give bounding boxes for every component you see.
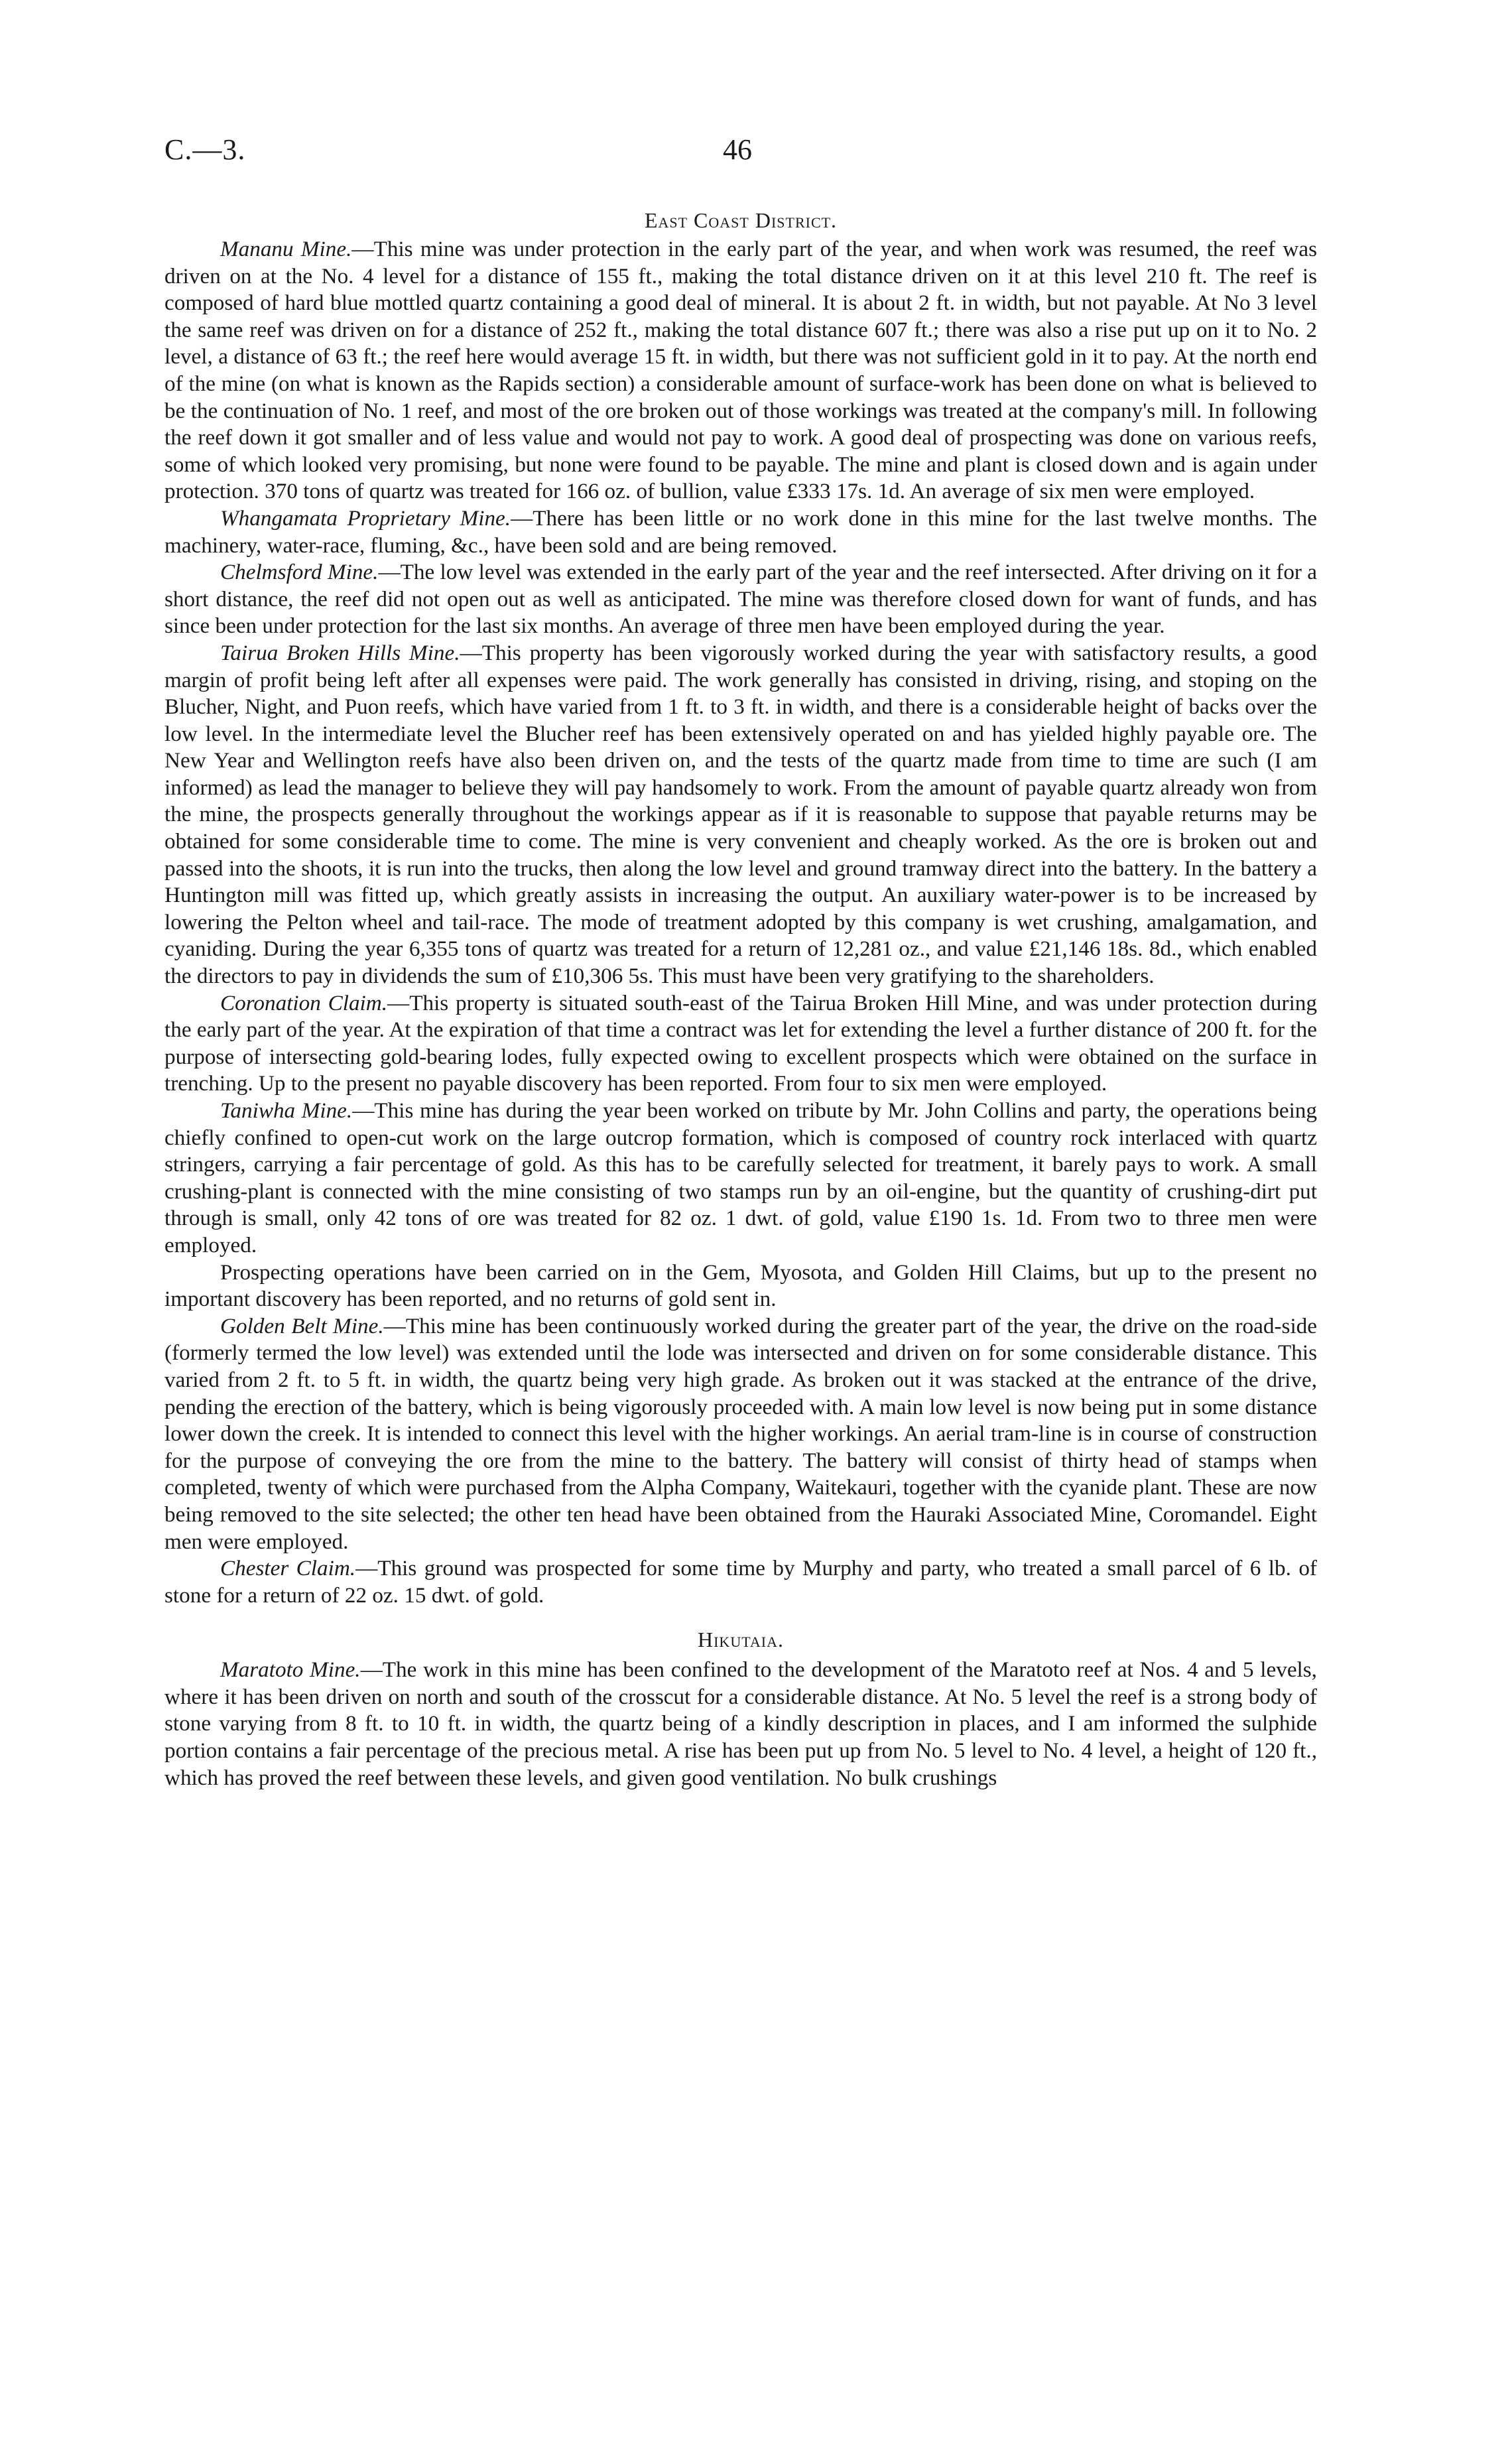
paragraph-text: —This ground was prospected for some time by Murphy and party, who treated a small parcel of 6 lb. of stone for a return of 22 oz. 15 dwt. of gold.: [164, 1556, 1317, 1608]
mine-name: Taniwha Mine.: [220, 1098, 353, 1123]
paragraph-whangamata-mine: [164, 505, 1317, 559]
paragraph-golden-belt-mine: [164, 1313, 1317, 1555]
paragraph-text: —This property has been vigorously worked during the year with satisfactory results, a good margin of profit being left after all expenses were paid. The work generally has consisted in driving, rising, and stoping on the Blucher, Night, and Puon reefs, which have varied from 1 ft. to 3 ft. in width, and there is a considerable height of backs over the low level. In the intermediate level the Blucher reef has been extensively operated on and has yielded highly payable ore. The New Year and Wellington reefs have also been driven on, and the tests of the quartz made from time to time are such (I am informed) as lead the manager to believe they will pay handsomely to work. From the amount of payable quartz already won from the mine, the prospects generally throughout the workings appear as if it is reasonable to suppose that payable returns may be obtained for some considerable time to come. The mine is very convenient and cheaply worked. As the ore is broken out and passed into the shoots, it is run into the trucks, then along the low level and ground tramway direct into the battery. In the battery a Huntington mill was fitted up, which greatly assists in increasing the output. An auxiliary water-power is to be increased by lowering the Pelton wheel and tail-race. The mode of treatment adopted by this company is wet crushing, amalgamation, and cyaniding. During the year 6,355 tons of quartz was treated for a return of 12,281 oz., and value £21,146 18s. 8d., which enabled the directors to pay in dividends the sum of £10,306 5s. This must have been very gratifying to the shareholders.: [164, 640, 1317, 989]
section-title-hikutaia: Hikutaia.: [698, 1628, 784, 1652]
mine-name: Mananu Mine.: [220, 237, 352, 261]
mine-name: Golden Belt Mine.: [220, 1313, 384, 1338]
paragraph-prospecting: [164, 1259, 1317, 1313]
page-body: [164, 207, 1317, 1791]
paragraph-taniwha-mine: [164, 1098, 1317, 1259]
paragraph-text: —There has been little or no work done in this mine for the last twelve months. The machinery, water-race, fluming, &c., have been sold and are being removed.: [164, 505, 1317, 558]
page-header: [164, 133, 1317, 172]
mine-name: Coronation Claim.: [220, 990, 388, 1015]
paragraph-text: Prospecting operations have been carried on in the Gem, Myosota, and Golden Hill Claims, but up to the present no important discovery has been reported, and no returns of gold sent in.: [164, 1259, 1317, 1312]
paragraph-coronation-claim: [164, 990, 1317, 1098]
paragraph-mananu-mine: [164, 236, 1317, 505]
paragraph-chester-claim: [164, 1555, 1317, 1609]
paragraph-tairua-mine: [164, 640, 1317, 990]
section-title-east-coast: East Coast District.: [644, 208, 838, 232]
paragraph-text: —This property is situated south-east of the Tairua Broken Hill Mine, and was under protection during the early part of the year. At the expiration of that time a contract was let for extending the level a further distance of 200 ft. for the purpose of intersecting gold-bearing lodes, fully expected owing to excellent prospects which were obtained on the surface in trenching. Up to the present no payable discovery has been reported. From four to six men were employed.: [164, 990, 1317, 1096]
mine-name: Maratoto Mine.: [220, 1657, 361, 1683]
mine-name: Chelmsford Mine.: [220, 560, 379, 585]
paragraph-text: —This mine was under protection in the early part of the year, and when work was resumed, the reef was driven on at the No. 4 level for a distance of 155 ft., making the total distance driven on it at this level 210 ft. The reef is composed of hard blue mottled quartz containing a good deal of mineral. It is about 2 ft. in width, but not payable. At No 3 level the same reef was driven on for a distance of 252 ft., making the total distance 607 ft.; there was also a rise put up on it to No. 2 level, a distance of 63 ft.; the reef here would average 15 ft. in width, but there was not sufficient gold in it to pay. At the north end of the mine (on what is known as the Rapids section) a considerable amount of surface-work has been done on what is believed to be the continuation of No. 1 reef, and most of the ore broken out of those workings was treated at the company's mill. In following the reef down it got smaller and of less value and would not pay to work. A good deal of prospecting was done on various reefs, some of which looked very promising, but none were found to be payable. The mine and plant is closed down and is again under protection. 370 tons of quartz was treated for 166 oz. of bullion, value £333 17s. 1d. An average of six men were employed.: [164, 237, 1317, 504]
paragraph-text: —The work in this mine has been confined to the development of the Maratoto reef at Nos. 4 and 5 levels, where it has been driven on north and south of the crosscut for a considerable distance. At No. 5 level the reef is a strong body of stone varying from 8 ft. to 10 ft. in width, the quartz being of a kindly description in places, and I am informed the sulphide portion contains a fair percentage of the precious metal. A rise has been put up from No. 5 level to No. 4 level, a height of 120 ft., which has proved the reef between these levels, and given good ventilation. No bulk crushings: [164, 1657, 1317, 1790]
paragraph-chelmsford-mine: [164, 559, 1317, 640]
mine-name: Whangamata Proprietary Mine.: [220, 505, 511, 531]
paragraph-maratoto-mine: [164, 1657, 1317, 1791]
paragraph-text: —The low level was extended in the early part of the year and the reef intersected. After driving on it for a short distance, the reef did not open out as well as anticipated. The mine was therefore closed down for want of funds, and has since been under protection for the last six months. An average of three men have been employed during the year.: [164, 560, 1318, 639]
mine-name: Tairua Broken Hills Mine.: [220, 640, 460, 665]
paragraph-text: —This mine has during the year been worked on tribute by Mr. John Collins and party, the operations being chiefly confined to open-cut work on the large outcrop formation, which is composed of country rock interlaced with quartz stringers, carrying a fair percentage of gold. As this has to be carefully selected for treatment, it barely pays to work. A small crushing-plant is connected with the mine consisting of two stamps run by an oil-engine, but the quantity of crushing-dirt put through is small, only 42 tons of ore was treated for 82 oz. 1 dwt. of gold, value £190 1s. 1d. From two to three men were employed.: [164, 1098, 1317, 1257]
report-reference: C.—3.: [164, 133, 246, 166]
page-number: 46: [723, 133, 752, 166]
mine-name: Chester Claim.: [220, 1556, 356, 1581]
paragraph-text: —This mine has been continuously worked during the greater part of the year, the drive on the road-side (formerly termed the low level) was extended until the lode was intersected and driven on for some considerable distance. This varied from 2 ft. to 5 ft. in width, the quartz being very high grade. As broken out it was stacked at the entrance of the drive, pending the erection of the battery, which is being vigorously proceeded with. A main low level is now being put in some distance lower down the creek. It is intended to connect this level with the higher workings. An aerial tram-line is in course of construction for the purpose of conveying the ore from the mine to the battery. The battery will consist of thirty head of stamps when completed, twenty of which were purchased from the Alpha Company, Waitekauri, together with the cyanide plant. These are now being removed to the site selected; the other ten head have been obtained from the Hauraki Associated Mine, Coromandel. Eight men were employed.: [164, 1313, 1317, 1554]
